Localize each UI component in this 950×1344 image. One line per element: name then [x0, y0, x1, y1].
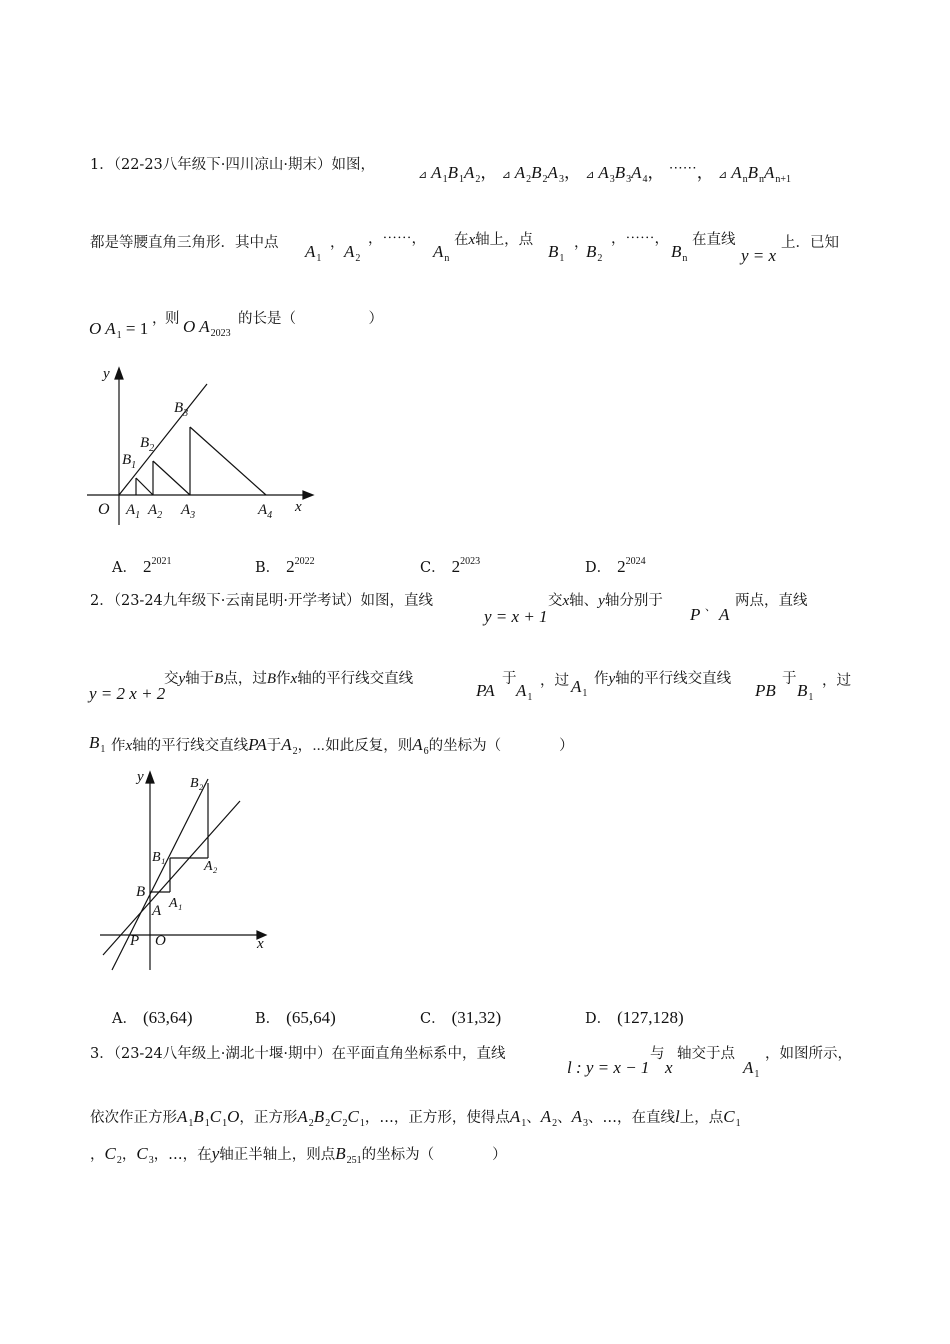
q2-source: （23-24九年级下·云南昆明·开学考试）: [113, 593, 361, 609]
y-axis-arrow-icon: [146, 772, 154, 783]
q2-fig-label-a2: A₂: [204, 859, 218, 874]
q2-number: 2．: [90, 593, 114, 609]
q3-line-equation: l : y = x − 1: [567, 1058, 650, 1077]
q2-option-c[interactable]: C． (31,32): [420, 1008, 502, 1027]
q1-fig-label-b1: $B_1$: [122, 452, 137, 471]
q1-option-b[interactable]: B． $2^{2022}$: [255, 556, 315, 576]
q2-option-d[interactable]: D． (127,128): [585, 1008, 684, 1027]
q1-fig-label-a3: $A_3$: [181, 502, 196, 521]
q1-fig-label-a1: $A_1$: [126, 502, 141, 521]
q1-option-d[interactable]: D． $2^{2024}$: [585, 556, 646, 576]
q2-fig-label-x: x: [257, 936, 264, 952]
q2-equation-1: y = x + 1: [484, 607, 548, 626]
q2-fig-label-p: P: [130, 933, 140, 949]
q2-fig-label-b2: B₂: [190, 776, 204, 791]
q2-figure: [100, 765, 275, 975]
q1-fig-label-y: y: [103, 366, 110, 382]
q1-fig-label-x: x: [295, 499, 302, 515]
q3-line3: ，$C_2$，$C_3$，…，在y轴正半轴上，则点$B_{251}$的坐标为（ ）: [90, 1144, 507, 1166]
q1-fig-label-a4: $A_4$: [258, 502, 273, 521]
q1-fig-label-a2: $A_2$: [148, 502, 163, 521]
q1-option-a[interactable]: A． $2^{2021}$: [112, 556, 172, 576]
q2-option-a[interactable]: A． (63,64): [112, 1008, 193, 1027]
q3-line2: 依次作正方形$A_1B_1C_1O$，正方形$A_2B_2C_2C_1$，…，正方形，使得点$A_1$、$A_2$、$A_3$、…，在直线l上，点$C_1$: [90, 1107, 741, 1129]
q2-option-b[interactable]: B． (65,64): [255, 1008, 336, 1027]
q2-fig-label-b: B: [136, 884, 146, 900]
line-pa: [103, 801, 240, 955]
q1-fig-label-b2: $B_2$: [140, 435, 155, 454]
x-axis-arrow-icon: [303, 491, 313, 499]
q1-option-c[interactable]: C． $2^{2023}$: [420, 556, 481, 576]
y-axis-arrow-icon: [115, 368, 123, 379]
q1-line2: 都是等腰直角三角形．其中点: [90, 235, 279, 251]
q2-fig-label-a1: A₁: [169, 896, 183, 911]
q2-fig-label-y: y: [137, 769, 144, 785]
q2-fig-label-b1: B₁: [152, 850, 166, 865]
q2-fig-label-origin: O: [155, 933, 166, 949]
q1-given: O $A_1 = 1$: [89, 319, 149, 341]
q2-fig-label-a: A: [152, 903, 162, 919]
q1-fig-label-b3: $B_3$: [174, 400, 189, 419]
q3-number: 3．: [90, 1046, 114, 1062]
q1-fig-label-origin: O: [98, 501, 110, 518]
q1-source: （22-23八年级下·四川凉山·期末）: [113, 157, 332, 173]
q1-line-equation: y = x: [741, 246, 777, 265]
line-y-eq-x: [119, 384, 207, 495]
document-page: 1．（22-23八年级下·四川凉山·期末）如图， ⊿ $A_1B_1A_2$， ⊿ $A_2B_2A_3$， ⊿ $A_3B_3A_4$， ⋯⋯， ⊿ $A_nB_nA_{n+1}$ 都是等腰直角三角形．其中点 $A_1$ ， $A_2$ ，⋯⋯， $A_n$ 在x轴上，点 $B_1$ ， $B_2$ ，⋯⋯， $B_n$ 在直线 y = x 上．已知 O $A_1 = 1$ ， 则 O $A_{2023}$ 的长是（ ） y x O $A_1$ $A_2$ $A_3$ $A_4$ $B_1$ $B_2$ $B_3$ A． $2^{2021}$ B． $2^{2022}$ C． $2^{2023}$ D． $2^{2024}$ 2．（23-24九年级下·云南昆明·开学考试）如图，直线 y = x + 1 交x轴、y轴分别于 P 、 A 两点，直线 y = 2 x + 2 交y轴于B点，过B作x轴的平行线交直线 PA 于 $A_1$ ，过 $A_1$ 作y轴的平行线交直线 PB 于 $B_1$ ，过 $B_1$ 作x轴的平行线交直线PA于$A_2$，⋯如此反复，则$A_6$的坐标为（ ） y x O P A B A₁ B₁ A₂ B₂ A． (63,64) B． (65,64) C． (31,32) D． (127,128) 3．（23-24八年级上·湖北十堰·期中）在平面直角坐标系中，直线 l : y = x − 1 与 x 轴交于点 $A_1$ ，如图所示， 依次作正方形$A_1B_1C_1O$，正方形$A_2B_2C_2C_1$，…，正方形，使得点$A_1$、$A_2$、$A_3$、…，在直线l上，点$C_1$ ，$C_2$，$C_3$，…，在y轴正半轴上，则点$B_{251}$的坐标为（ ）: [0, 0, 950, 1344]
q1-number: 1．: [90, 157, 114, 173]
q3-source: （23-24八年级上·湖北十堰·期中）: [113, 1046, 332, 1062]
q1-figure: [85, 365, 320, 525]
q1-triangle-list: ⊿ $A_1B_1A_2$， ⊿ $A_2B_2A_3$， ⊿ $A_3B_3A_4$， ⋯⋯， ⊿ $A_nB_nA_{n+1}$: [418, 161, 792, 185]
q2-equation-2: y = 2 x + 2: [89, 684, 166, 703]
